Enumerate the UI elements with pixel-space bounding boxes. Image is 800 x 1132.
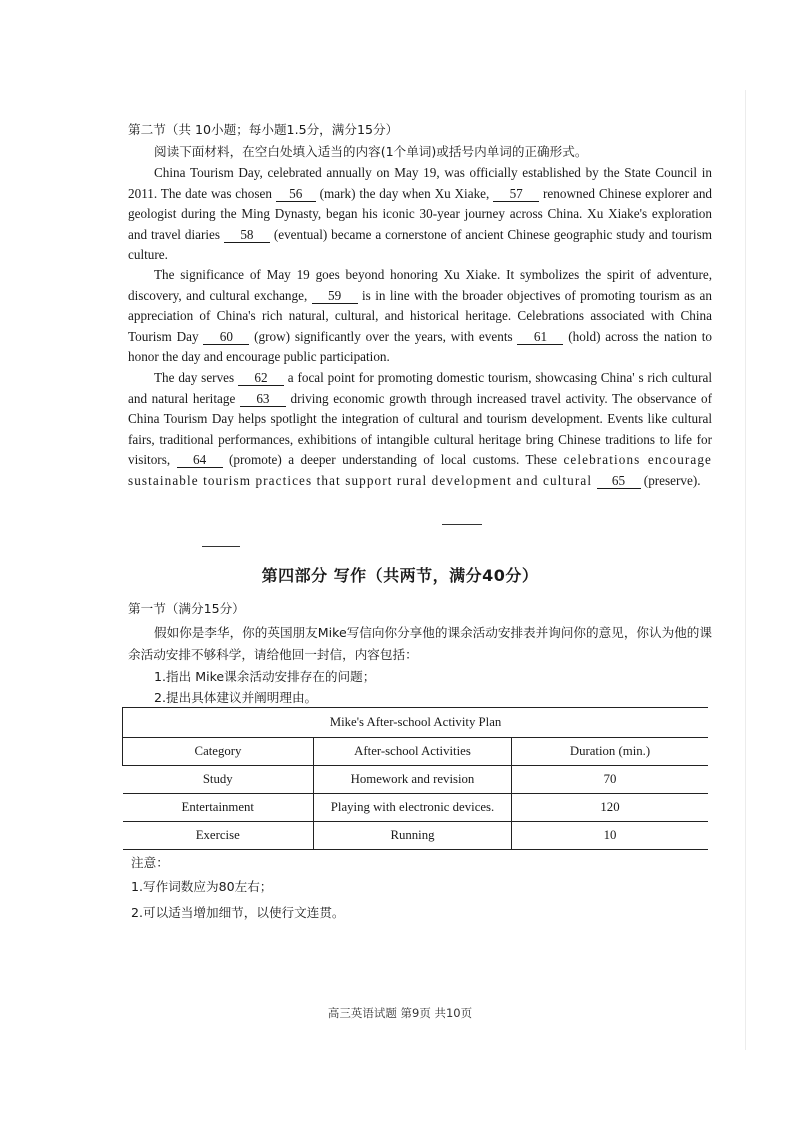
table-cell: Study bbox=[123, 766, 314, 794]
blank-63[interactable]: 63 bbox=[240, 392, 286, 407]
table-row bbox=[123, 794, 709, 822]
table-cell: 70 bbox=[512, 766, 709, 794]
table-row bbox=[123, 766, 709, 794]
decorative-rule bbox=[202, 546, 240, 547]
blank-61[interactable]: 61 bbox=[517, 330, 563, 345]
note-1: 1.写作词数应为80左右； bbox=[131, 879, 273, 894]
blank-59[interactable]: 59 bbox=[312, 289, 358, 304]
passage-text: a focal point for promoting domestic tourism, showcasing China' s rich cultural and natural heritage bbox=[128, 370, 712, 406]
passage-text: driving economic growth through increased travel activity. The observance of China Tourism Day helps spotlight the integration of cultural and tourism development. Events like cultural fairs, traditional performances, exhibitions of intangible cultural heritage bring Chinese traditions to life for visitors, bbox=[128, 390, 712, 468]
activity-plan-table bbox=[122, 707, 708, 850]
decorative-rule bbox=[442, 524, 482, 525]
table-cell: Exercise bbox=[123, 822, 314, 850]
writing-section1-header: 第一节（满分15分） bbox=[128, 601, 245, 616]
table-caption: Mike's After-school Activity Plan bbox=[123, 708, 709, 738]
blank-56[interactable]: 56 bbox=[276, 187, 316, 202]
writing-point-2: 2.提出具体建议并阐明理由。 bbox=[154, 690, 318, 705]
table-header-cell: After-school Activities bbox=[314, 738, 512, 766]
passage-text: (preserve). bbox=[640, 472, 701, 488]
table-header-cell: Duration (min.) bbox=[512, 738, 709, 766]
table-header-row bbox=[123, 738, 709, 766]
passage-text: (eventual) became a cornerstone of ancient Chinese geographic study and tourism culture. bbox=[128, 226, 712, 263]
passage-text: (grow) significantly over the years, with events bbox=[249, 328, 518, 344]
blank-57[interactable]: 57 bbox=[493, 187, 539, 202]
writing-point-1: 1.指出 Mike课余活动安排存在的问题； bbox=[154, 669, 376, 684]
table-row bbox=[123, 822, 709, 850]
table-cell: Entertainment bbox=[123, 794, 314, 822]
table-cell: Homework and revision bbox=[314, 766, 512, 794]
table-cell: 120 bbox=[512, 794, 709, 822]
passage-text: is in line with the broader objectives of promoting tourism as an appreciation of China's rich natural, cultural, and historical heritage. Celebrations associated with China Tourism Day bbox=[128, 287, 712, 344]
passage-text-spaced: celebrations encourage sustainable tourism practices that support rural development and cultural bbox=[128, 452, 713, 488]
passage-text: China Tourism Day, celebrated annually on May 19, was officially established by the State Council in 2011. The date was chosen bbox=[128, 165, 712, 201]
table-header-cell: Category bbox=[123, 738, 314, 766]
passage-text: (promote) a deeper understanding of local customs. These bbox=[222, 452, 564, 468]
part4-title: 第四部分 写作（共两节，满分40分） bbox=[261, 566, 539, 585]
blank-62[interactable]: 62 bbox=[238, 371, 284, 386]
passage-paragraph-1 bbox=[128, 163, 712, 266]
notes-label: 注意： bbox=[131, 855, 169, 870]
blank-64[interactable]: 64 bbox=[177, 453, 223, 468]
table-cell: Playing with electronic devices. bbox=[314, 794, 512, 822]
passage-text: The significance of May 19 goes beyond honoring Xu Xiake. It symbolizes the spirit of adventure, discovery, and cultural exchange, bbox=[128, 267, 712, 303]
passage-paragraph-2 bbox=[128, 265, 712, 368]
table-caption-row bbox=[123, 708, 709, 738]
passage-text: (hold) across the nation to honor the day and encourage public participation. bbox=[128, 328, 712, 365]
note-2: 2.可以适当增加细节，以使行文连贯。 bbox=[131, 905, 345, 920]
passage-paragraph-3 bbox=[128, 368, 712, 492]
writing-prompt: 假如你是李华，你的英国朋友Mike写信向你分享他的课余活动安排表并询问你的意见，你认为他的课余活动安排不够科学，请给他回一封信，内容包括： bbox=[128, 625, 712, 662]
section2-header: 第二节（共 10小题；每小题1.5分，满分15分） bbox=[128, 122, 399, 137]
page-footer: 高三英语试题 第9页 共10页 bbox=[327, 1006, 473, 1020]
section2-instruction: 阅读下面材料，在空白处填入适当的内容(1个单词)或括号内单词的正确形式。 bbox=[154, 144, 588, 159]
blank-60[interactable]: 60 bbox=[203, 330, 249, 345]
passage-text: The day serves bbox=[154, 370, 238, 385]
passage-text: renowned Chinese explorer and geologist during the Ming Dynasty, began his iconic 30-year journey across China. Xu Xiake's exploration and travel diaries bbox=[128, 185, 713, 242]
blank-65[interactable]: 65 bbox=[597, 474, 641, 489]
passage-text: (mark) the day when Xu Xiake, bbox=[315, 185, 494, 201]
blank-58[interactable]: 58 bbox=[224, 228, 270, 243]
table-cell: Running bbox=[314, 822, 512, 850]
table-cell: 10 bbox=[512, 822, 709, 850]
